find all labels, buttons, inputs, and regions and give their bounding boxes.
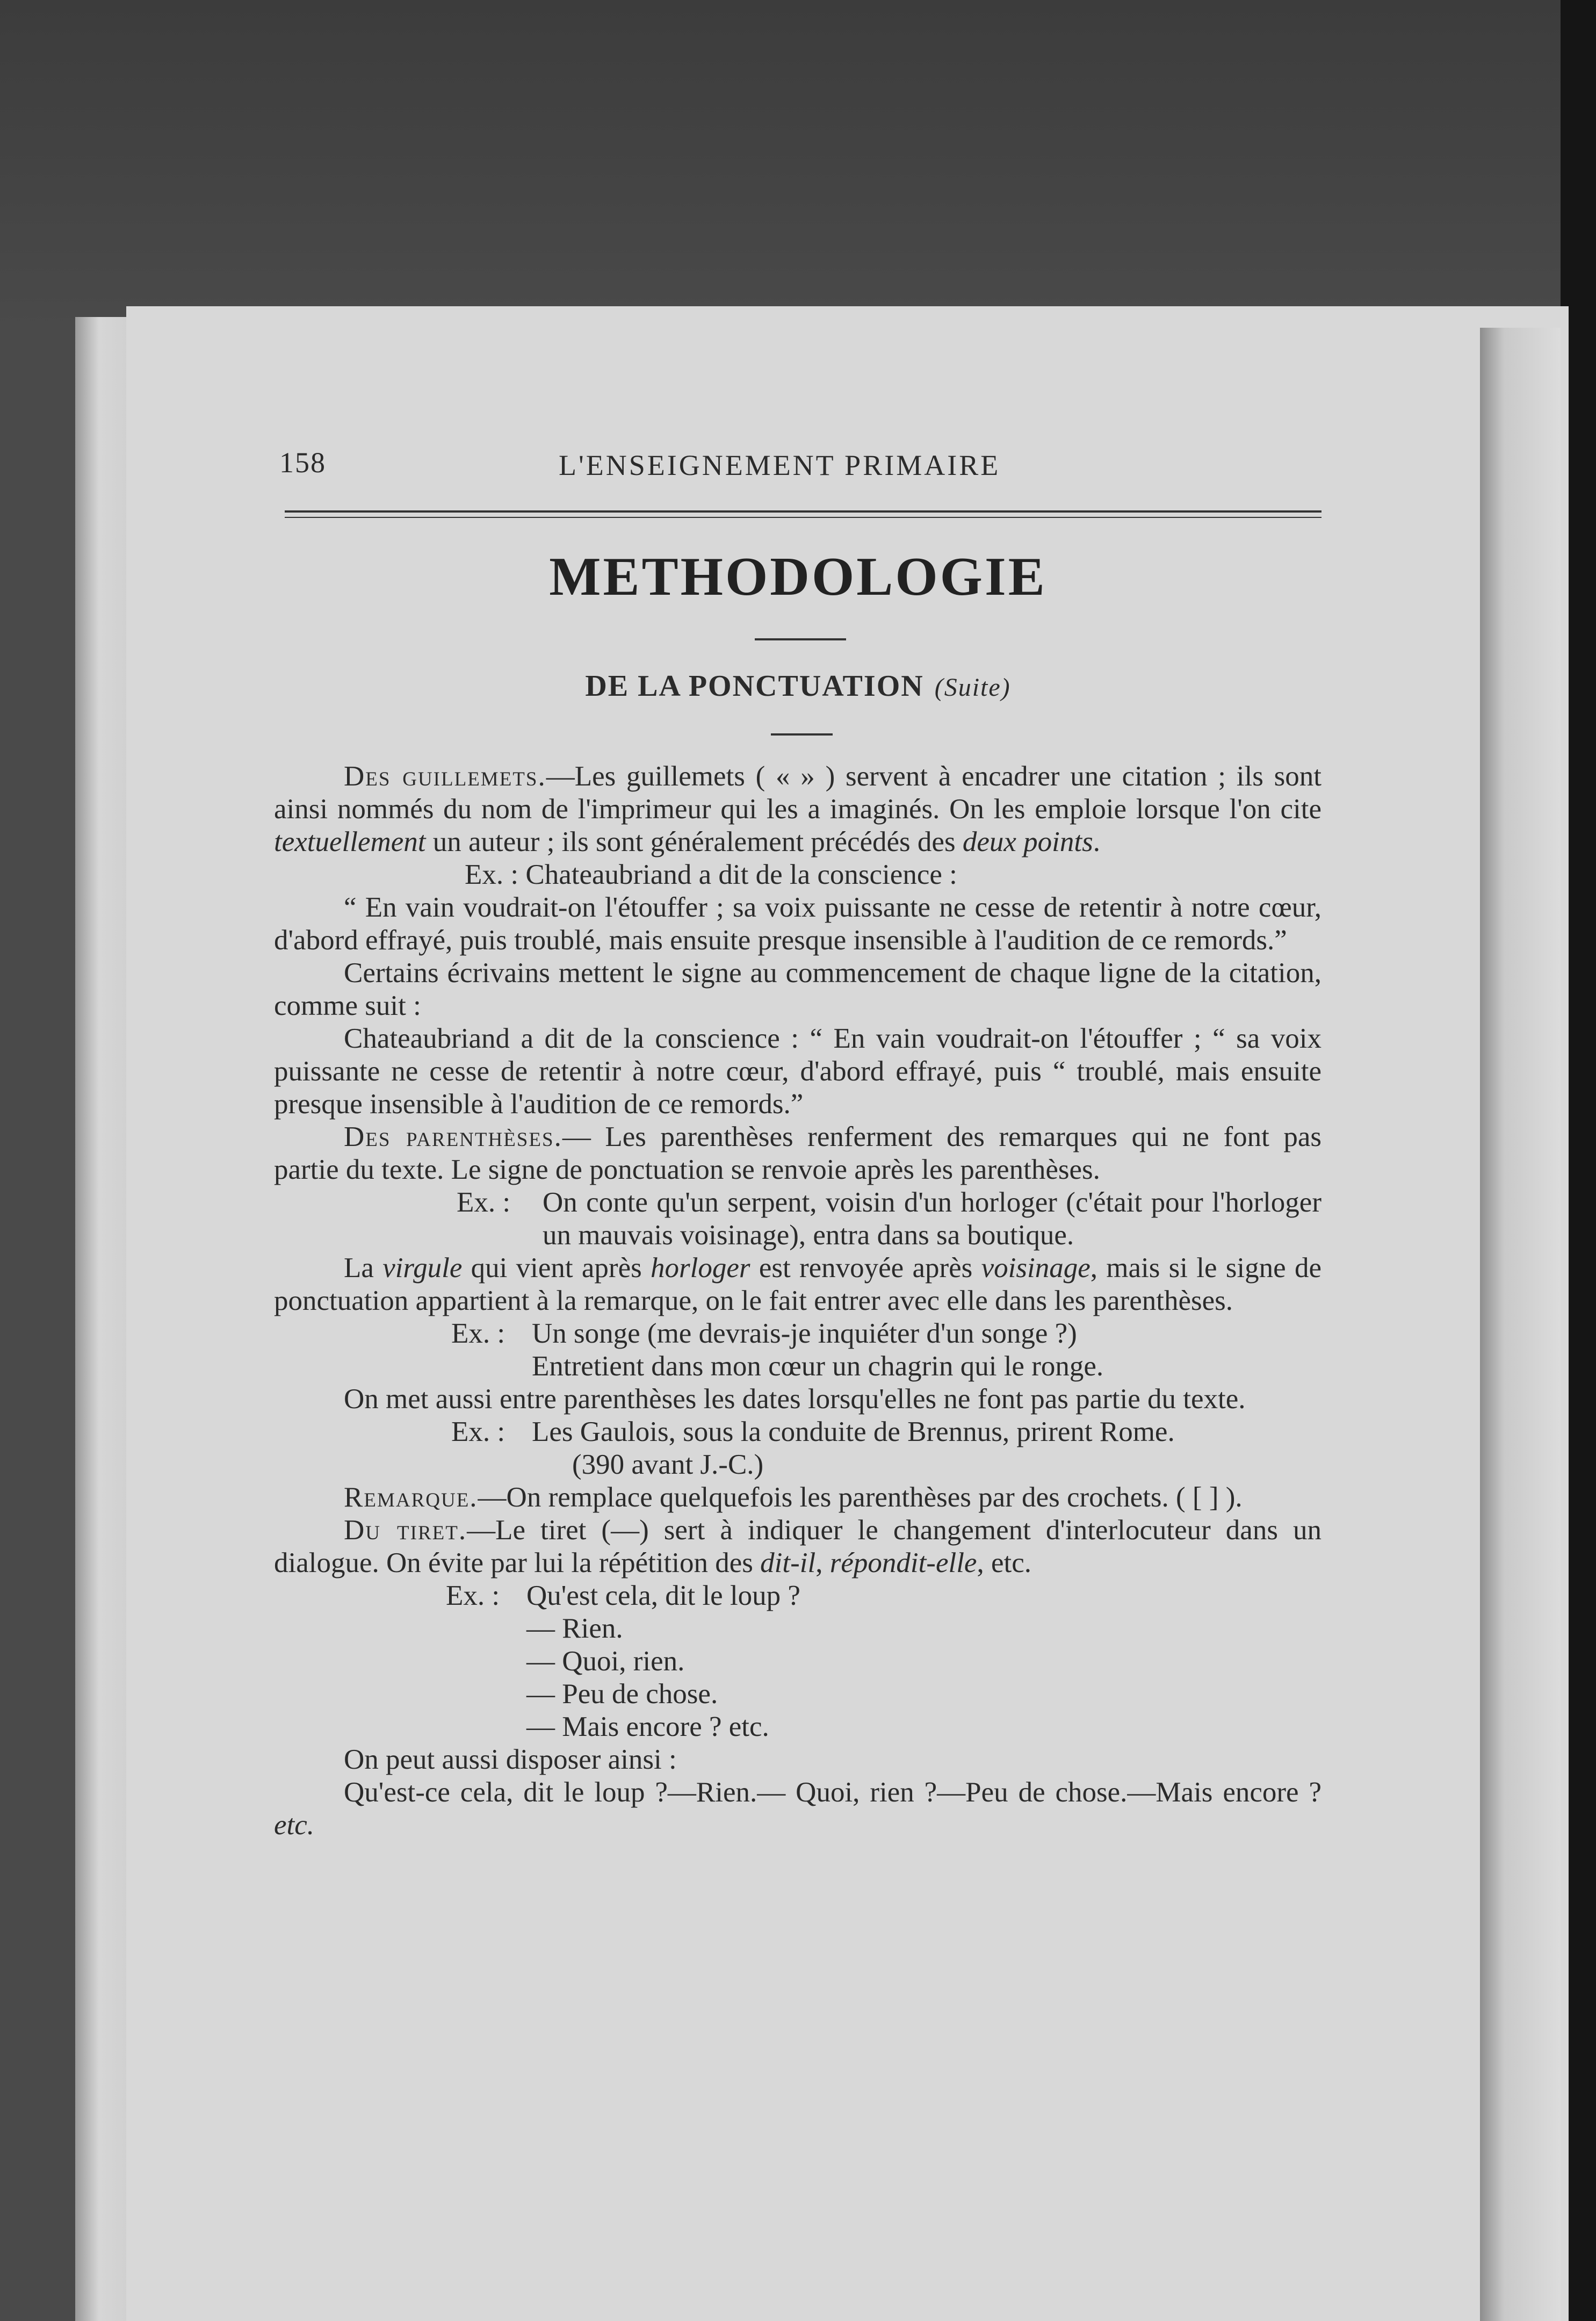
text-run: qui vient après [462, 1252, 651, 1284]
next-page-edge [1480, 328, 1561, 2321]
heading-remarque: Remarque. [344, 1482, 478, 1513]
emphasis: etc. [274, 1810, 315, 1841]
paragraph [274, 1252, 1321, 1317]
text-run: . [1093, 826, 1100, 857]
dialogue-line: — Rien. [526, 1613, 623, 1644]
dialogue-line: Qu'est cela, dit le loup ? [526, 1580, 800, 1611]
emphasis: dit-il [760, 1547, 816, 1578]
example-label: Ex. : [446, 1580, 500, 1611]
text-run: , etc. [977, 1547, 1031, 1578]
example-text: On conte qu'un serpent, voisin d'un horloger (c'était pour l'horloger un mauvais voisinage), entra dans sa boutique. [543, 1187, 1321, 1251]
heading-guillemets: Des guillemets. [344, 761, 546, 792]
paragraph-guillemets [274, 760, 1321, 859]
verse-line: Un songe (me devrais-je inquiéter d'un songe ?) [532, 1318, 1077, 1349]
text-run: —Le tiret (—) sert à indiquer le changement d'interlocuteur dans un dialogue. On évite par lui la répétition des [274, 1515, 1321, 1578]
paragraph-tiret [274, 1514, 1321, 1580]
paragraph: On peut aussi disposer ainsi : [344, 1744, 677, 1775]
emphasis: virgule [382, 1252, 463, 1284]
emphasis: textuellement [274, 826, 426, 857]
paragraph-parentheses [274, 1121, 1321, 1186]
page-header [279, 446, 1321, 489]
page-fold-shadow [75, 317, 134, 2321]
emphasis: répondit-elle [829, 1547, 977, 1578]
subtitle-divider [771, 733, 833, 736]
running-title: L'ENSEIGNEMENT PRIMAIRE [559, 449, 1001, 481]
text-run: La [344, 1252, 383, 1284]
header-rule [285, 510, 1321, 518]
emphasis: voisinage [981, 1252, 1091, 1284]
page-number: 158 [279, 446, 326, 479]
paragraph: On met aussi entre parenthèses les dates lorsqu'elles ne font pas partie du texte. [344, 1383, 1246, 1415]
text-run: , [815, 1547, 830, 1578]
paragraph: Certains écrivains mettent le signe au commencement de chaque ligne de la citation, comme suit : [274, 957, 1321, 1021]
example-date: (390 avant J.-C.) [572, 1449, 764, 1480]
text-run: est renvoyée après [750, 1252, 981, 1284]
page-title: METHODOLOGIE [549, 546, 1047, 607]
verse [532, 1317, 1321, 1383]
dialogue [526, 1580, 1321, 1743]
body-text [274, 760, 1321, 1842]
verse-line: Entretient dans mon cœur un chagrin qui le ronge. [532, 1351, 1104, 1382]
text-run: Qu'est-ce cela, dit le loup ?—Rien.— Quoi, rien ?—Peu de chose.—Mais encore ? [344, 1777, 1321, 1808]
quotation: “ En vain voudrait-on l'étouffer ; sa voix puissante ne cesse de retentir à notre cœur, d'abord effrayé, puis troublé, mais ensuite presque insensible à l'audition de ce remords.” [274, 892, 1321, 956]
example-block [274, 1580, 1321, 1743]
scanner-background [0, 0, 1596, 333]
text-run: un auteur ; ils sont généralement précédés des [425, 826, 963, 857]
example-label: Ex. : [457, 1187, 511, 1218]
paragraph-remarque [274, 1481, 1321, 1514]
example-label: Ex. : [451, 1416, 505, 1447]
quotation-lined: Chateaubriand a dit de la conscience : “ En vain voudrait-on l'étouffer ; “ sa voix puissante ne cesse de retentir à notre cœur, d'abord effrayé, puis “ troublé, mais ensuite presque insensible à l'audition de ce remords.” [274, 1023, 1321, 1120]
text-run: , mais si le signe de ponctuation appartient à la remarque, on le fait entrer avec elle dans les parenthèses. [274, 1252, 1321, 1316]
dialogue-line: — Quoi, rien. [526, 1646, 685, 1677]
example-block [274, 1317, 1321, 1383]
text-run: —Les guillemets ( « » ) servent à encadrer une citation ; ils sont ainsi nommés du nom de l'imprimeur qui les a imaginés. On les emploie lorsque l'on cite [274, 761, 1322, 825]
emphasis: horloger [651, 1252, 750, 1284]
text-run: — Les parenthèses renferment des remarques qui ne font pas partie du texte. Le signe de ponctuation se renvoie après les parenthèses. [274, 1121, 1321, 1185]
example-block [274, 1186, 1321, 1252]
heading-parentheses: Des parenthèses. [344, 1121, 562, 1152]
text-run: —On remplace quelquefois les parenthèses par des crochets. ( [ ] ). [478, 1482, 1243, 1513]
example-block [274, 1416, 1321, 1481]
title-divider [755, 638, 846, 640]
heading-tiret: Du tiret. [344, 1515, 467, 1546]
subtitle-suite: (Suite) [934, 673, 1011, 702]
subtitle-text: DE LA PONCTUATION [585, 669, 924, 703]
paragraph [274, 1776, 1321, 1842]
example-line: Les Gaulois, sous la conduite de Brennus, prirent Rome. [532, 1416, 1175, 1447]
example-label: Ex. : [451, 1318, 505, 1349]
dialogue-line: — Peu de chose. [526, 1678, 718, 1710]
emphasis: deux points [962, 826, 1093, 857]
example-intro: Ex. : Chateaubriand a dit de la conscience : [465, 859, 957, 890]
section-subtitle [0, 669, 1596, 703]
dialogue-line: — Mais encore ? etc. [526, 1711, 769, 1742]
example-text [532, 1416, 1321, 1481]
